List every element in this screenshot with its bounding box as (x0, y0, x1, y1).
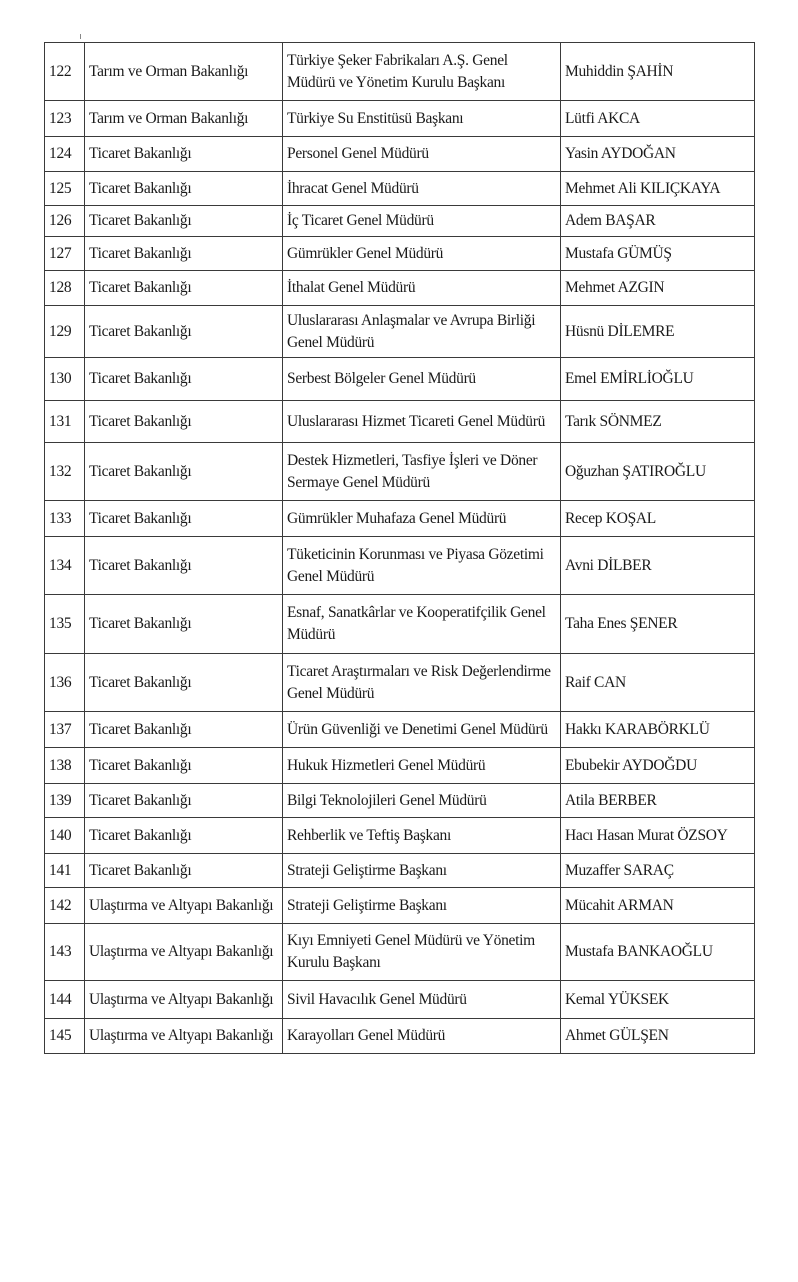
name-cell: Mücahit ARMAN (561, 888, 755, 924)
ministry-cell: Ticaret Bakanlığı (85, 358, 283, 401)
position-cell: Hukuk Hizmetleri Genel Müdürü (283, 748, 561, 784)
position-cell: Strateji Geliştirme Başkanı (283, 888, 561, 924)
table-row (45, 712, 755, 748)
table-row (45, 401, 755, 443)
table-row (45, 43, 755, 101)
position-cell: Bilgi Teknolojileri Genel Müdürü (283, 784, 561, 818)
name-cell: Yasin AYDOĞAN (561, 137, 755, 172)
name-cell: Emel EMİRLİOĞLU (561, 358, 755, 401)
row-number: 127 (45, 237, 85, 271)
name-cell: Ebubekir AYDOĞDU (561, 748, 755, 784)
table-row (45, 101, 755, 137)
name-cell: Taha Enes ŞENER (561, 595, 755, 654)
ministry-cell: Ticaret Bakanlığı (85, 712, 283, 748)
position-cell: Ticaret Araştırmaları ve Risk Değerlendirme Genel Müdürü (283, 654, 561, 712)
name-cell: Hacı Hasan Murat ÖZSOY (561, 818, 755, 854)
row-number: 124 (45, 137, 85, 172)
ministry-cell: Ticaret Bakanlığı (85, 854, 283, 888)
position-cell: Tüketicinin Korunması ve Piyasa Gözetimi Genel Müdürü (283, 537, 561, 595)
ministry-cell: Ticaret Bakanlığı (85, 172, 283, 206)
position-cell: İthalat Genel Müdürü (283, 271, 561, 306)
table-row (45, 981, 755, 1019)
row-number: 134 (45, 537, 85, 595)
ministry-cell: Ticaret Bakanlığı (85, 206, 283, 237)
row-number: 136 (45, 654, 85, 712)
position-cell: Sivil Havacılık Genel Müdürü (283, 981, 561, 1019)
name-cell: Hakkı KARABÖRKLÜ (561, 712, 755, 748)
position-cell: Kıyı Emniyeti Genel Müdürü ve Yönetim Kurulu Başkanı (283, 924, 561, 981)
ministry-cell: Tarım ve Orman Bakanlığı (85, 43, 283, 101)
name-cell: Ahmet GÜLŞEN (561, 1019, 755, 1054)
name-cell: Muzaffer SARAÇ (561, 854, 755, 888)
name-cell: Mehmet Ali KILIÇKAYA (561, 172, 755, 206)
ministry-cell: Ticaret Bakanlığı (85, 271, 283, 306)
name-cell: Avni DİLBER (561, 537, 755, 595)
name-cell: Oğuzhan ŞATIROĞLU (561, 443, 755, 501)
row-number: 145 (45, 1019, 85, 1054)
table-row (45, 237, 755, 271)
ministry-cell: Ticaret Bakanlığı (85, 654, 283, 712)
position-cell: Esnaf, Sanatkârlar ve Kooperatifçilik Genel Müdürü (283, 595, 561, 654)
ministry-cell: Ticaret Bakanlığı (85, 401, 283, 443)
table-body (45, 43, 755, 1054)
table-row (45, 358, 755, 401)
row-number: 135 (45, 595, 85, 654)
ministry-cell: Ticaret Bakanlığı (85, 237, 283, 271)
ministry-cell: Ulaştırma ve Altyapı Bakanlığı (85, 924, 283, 981)
name-cell: Lütfi AKCA (561, 101, 755, 137)
row-number: 128 (45, 271, 85, 306)
ministry-cell: Ticaret Bakanlığı (85, 818, 283, 854)
table-row (45, 654, 755, 712)
ministry-cell: Ticaret Bakanlığı (85, 306, 283, 358)
table-row (45, 501, 755, 537)
name-cell: Mustafa BANKAOĞLU (561, 924, 755, 981)
position-cell: Ürün Güvenliği ve Denetimi Genel Müdürü (283, 712, 561, 748)
position-cell: Türkiye Su Enstitüsü Başkanı (283, 101, 561, 137)
table-row (45, 924, 755, 981)
row-number: 144 (45, 981, 85, 1019)
position-cell: Serbest Bölgeler Genel Müdürü (283, 358, 561, 401)
name-cell: Kemal YÜKSEK (561, 981, 755, 1019)
row-number: 129 (45, 306, 85, 358)
position-cell: Karayolları Genel Müdürü (283, 1019, 561, 1054)
position-cell: Rehberlik ve Teftiş Başkanı (283, 818, 561, 854)
table-row (45, 443, 755, 501)
position-cell: Gümrükler Genel Müdürü (283, 237, 561, 271)
position-cell: Uluslararası Anlaşmalar ve Avrupa Birliği Genel Müdürü (283, 306, 561, 358)
ministry-cell: Ticaret Bakanlığı (85, 537, 283, 595)
table-row (45, 1019, 755, 1054)
name-cell: Recep KOŞAL (561, 501, 755, 537)
row-number: 137 (45, 712, 85, 748)
row-number: 138 (45, 748, 85, 784)
row-number: 125 (45, 172, 85, 206)
name-cell: Tarık SÖNMEZ (561, 401, 755, 443)
table-row (45, 818, 755, 854)
appointments-table (44, 42, 755, 1054)
table-row (45, 271, 755, 306)
row-number: 142 (45, 888, 85, 924)
row-number: 123 (45, 101, 85, 137)
name-cell: Muhiddin ŞAHİN (561, 43, 755, 101)
table-row (45, 306, 755, 358)
position-cell: Gümrükler Muhafaza Genel Müdürü (283, 501, 561, 537)
position-cell: İç Ticaret Genel Müdürü (283, 206, 561, 237)
row-number: 133 (45, 501, 85, 537)
scan-artifact (80, 34, 81, 39)
ministry-cell: Ulaştırma ve Altyapı Bakanlığı (85, 981, 283, 1019)
name-cell: Atila BERBER (561, 784, 755, 818)
table-row (45, 595, 755, 654)
ministry-cell: Ticaret Bakanlığı (85, 784, 283, 818)
ministry-cell: Tarım ve Orman Bakanlığı (85, 101, 283, 137)
row-number: 141 (45, 854, 85, 888)
table-row (45, 854, 755, 888)
position-cell: Uluslararası Hizmet Ticareti Genel Müdürü (283, 401, 561, 443)
table-row (45, 172, 755, 206)
row-number: 126 (45, 206, 85, 237)
row-number: 130 (45, 358, 85, 401)
name-cell: Mehmet AZGIN (561, 271, 755, 306)
table-row (45, 537, 755, 595)
name-cell: Mustafa GÜMÜŞ (561, 237, 755, 271)
row-number: 131 (45, 401, 85, 443)
ministry-cell: Ticaret Bakanlığı (85, 595, 283, 654)
ministry-cell: Ticaret Bakanlığı (85, 748, 283, 784)
name-cell: Raif CAN (561, 654, 755, 712)
row-number: 122 (45, 43, 85, 101)
position-cell: İhracat Genel Müdürü (283, 172, 561, 206)
row-number: 143 (45, 924, 85, 981)
ministry-cell: Ticaret Bakanlığı (85, 443, 283, 501)
table-row (45, 748, 755, 784)
name-cell: Adem BAŞAR (561, 206, 755, 237)
table-row (45, 206, 755, 237)
ministry-cell: Ulaştırma ve Altyapı Bakanlığı (85, 888, 283, 924)
table-row (45, 888, 755, 924)
ministry-cell: Ticaret Bakanlığı (85, 137, 283, 172)
row-number: 132 (45, 443, 85, 501)
name-cell: Hüsnü DİLEMRE (561, 306, 755, 358)
table-row (45, 137, 755, 172)
row-number: 140 (45, 818, 85, 854)
position-cell: Türkiye Şeker Fabrikaları A.Ş. Genel Müdürü ve Yönetim Kurulu Başkanı (283, 43, 561, 101)
position-cell: Destek Hizmetleri, Tasfiye İşleri ve Döner Sermaye Genel Müdürü (283, 443, 561, 501)
position-cell: Personel Genel Müdürü (283, 137, 561, 172)
table-row (45, 784, 755, 818)
position-cell: Strateji Geliştirme Başkanı (283, 854, 561, 888)
ministry-cell: Ticaret Bakanlığı (85, 501, 283, 537)
ministry-cell: Ulaştırma ve Altyapı Bakanlığı (85, 1019, 283, 1054)
row-number: 139 (45, 784, 85, 818)
